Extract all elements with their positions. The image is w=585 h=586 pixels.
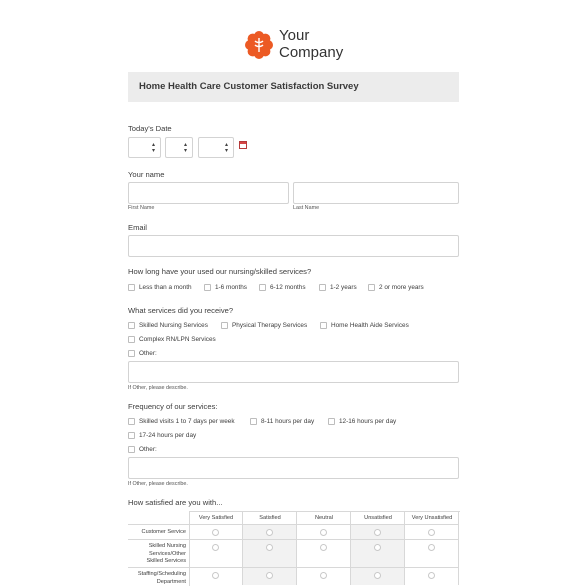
grid-column-header: Very Satisfied (198, 515, 234, 521)
grid-divider (128, 539, 459, 540)
services-question: What services did you receive? (128, 306, 234, 315)
services-option-checkbox[interactable] (320, 322, 327, 329)
grid-divider (350, 511, 351, 585)
satisfaction-radio[interactable] (428, 544, 435, 551)
grid-divider (242, 511, 243, 585)
form-header (128, 72, 459, 102)
grid-row-label: Staffing/Scheduling Department (137, 571, 186, 585)
frequency-other-input[interactable] (128, 457, 459, 479)
duration-option-checkbox[interactable] (259, 284, 266, 291)
frequency-option-checkbox[interactable] (128, 432, 135, 439)
frequency-other-sublabel: If Other, please describe. (128, 481, 188, 487)
grid-row-label: Customer Service (141, 529, 186, 535)
satisfaction-radio[interactable] (374, 544, 381, 551)
grid-divider (458, 511, 459, 585)
duration-option-label: 1-2 years (330, 284, 357, 291)
frequency-option-label: 12-16 hours per day (339, 418, 397, 425)
frequency-option-label: Skilled visits 1 to 7 days per week (139, 418, 235, 425)
services-option-checkbox[interactable] (128, 350, 135, 357)
grid-row-label: Skilled Nursing Services/Other Skilled Services (146, 543, 186, 564)
services-option-label: Complex RN/LPN Services (139, 336, 216, 343)
services-option-checkbox[interactable] (128, 336, 135, 343)
grid-divider (128, 567, 459, 568)
last-name-input[interactable] (293, 182, 459, 204)
duration-option-label: 2 or more years (379, 284, 424, 291)
form-title: Home Health Care Customer Satisfaction Survey (139, 81, 359, 92)
duration-option-checkbox[interactable] (204, 284, 211, 291)
services-other-sublabel: If Other, please describe. (128, 385, 188, 391)
frequency-option-checkbox[interactable] (328, 418, 335, 425)
frequency-option-checkbox[interactable] (128, 446, 135, 453)
satisfaction-question: How satisfied are you with... (128, 498, 223, 507)
date-label: Today's Date (128, 124, 172, 133)
satisfaction-radio[interactable] (266, 529, 273, 536)
company-name-line2: Company (279, 44, 344, 61)
company-logo-icon (244, 30, 274, 60)
select-arrows-icon: ▴ ▾ (224, 142, 228, 154)
grid-divider (404, 511, 405, 585)
frequency-option-checkbox[interactable] (128, 418, 135, 425)
satisfaction-radio[interactable] (212, 544, 219, 551)
frequency-option-label: 8-11 hours per day (261, 418, 315, 425)
first-name-sublabel: First Name (128, 205, 155, 211)
satisfaction-radio[interactable] (212, 529, 219, 536)
frequency-option-label: 17-24 hours per day (139, 432, 197, 439)
services-option-checkbox[interactable] (221, 322, 228, 329)
email-input[interactable] (128, 235, 459, 257)
duration-option-label: 1-6 months (215, 284, 247, 291)
last-name-sublabel: Last Name (293, 205, 320, 211)
services-option-checkbox[interactable] (128, 322, 135, 329)
services-option-label: Home Health Aide Services (331, 322, 409, 329)
grid-column-header: Very Unsatisfied (411, 515, 453, 521)
email-label: Email (128, 223, 147, 232)
satisfaction-radio[interactable] (320, 544, 327, 551)
satisfaction-radio[interactable] (266, 544, 273, 551)
satisfaction-radio[interactable] (320, 572, 327, 579)
calendar-icon[interactable] (239, 141, 247, 149)
first-name-input[interactable] (128, 182, 289, 204)
services-option-label: Other: (139, 350, 157, 357)
satisfaction-radio[interactable] (212, 572, 219, 579)
frequency-option-label: Other: (139, 446, 157, 453)
services-other-input[interactable] (128, 361, 459, 383)
select-arrows-icon: ▴ ▾ (151, 142, 155, 154)
services-option-label: Physical Therapy Services (232, 322, 308, 329)
duration-option-label: Less than a month (139, 284, 192, 291)
duration-option-label: 6-12 months (270, 284, 306, 291)
grid-divider (296, 511, 297, 585)
grid-divider (128, 524, 459, 525)
duration-option-checkbox[interactable] (128, 284, 135, 291)
name-label: Your name (128, 170, 165, 179)
satisfaction-radio[interactable] (428, 529, 435, 536)
frequency-question: Frequency of our services: (128, 402, 218, 411)
duration-question: How long have your used our nursing/skilled services? (128, 267, 312, 276)
duration-option-checkbox[interactable] (319, 284, 326, 291)
grid-column-header: Unsatisfied (364, 515, 392, 521)
satisfaction-radio[interactable] (428, 572, 435, 579)
duration-option-checkbox[interactable] (368, 284, 375, 291)
satisfaction-radio[interactable] (266, 572, 273, 579)
year-select[interactable] (198, 137, 234, 158)
satisfaction-radio[interactable] (320, 529, 327, 536)
month-select[interactable] (128, 137, 161, 158)
satisfaction-radio[interactable] (374, 529, 381, 536)
satisfaction-radio[interactable] (374, 572, 381, 579)
services-option-label: Skilled Nursing Services (139, 322, 208, 329)
select-arrows-icon: ▴ ▾ (183, 142, 187, 154)
company-name-line1: Your (279, 27, 310, 44)
day-select[interactable] (165, 137, 193, 158)
frequency-option-checkbox[interactable] (250, 418, 257, 425)
grid-column-header: Satisfied (259, 515, 281, 521)
company-name (279, 27, 343, 61)
grid-column-header: Neutral (314, 515, 334, 521)
